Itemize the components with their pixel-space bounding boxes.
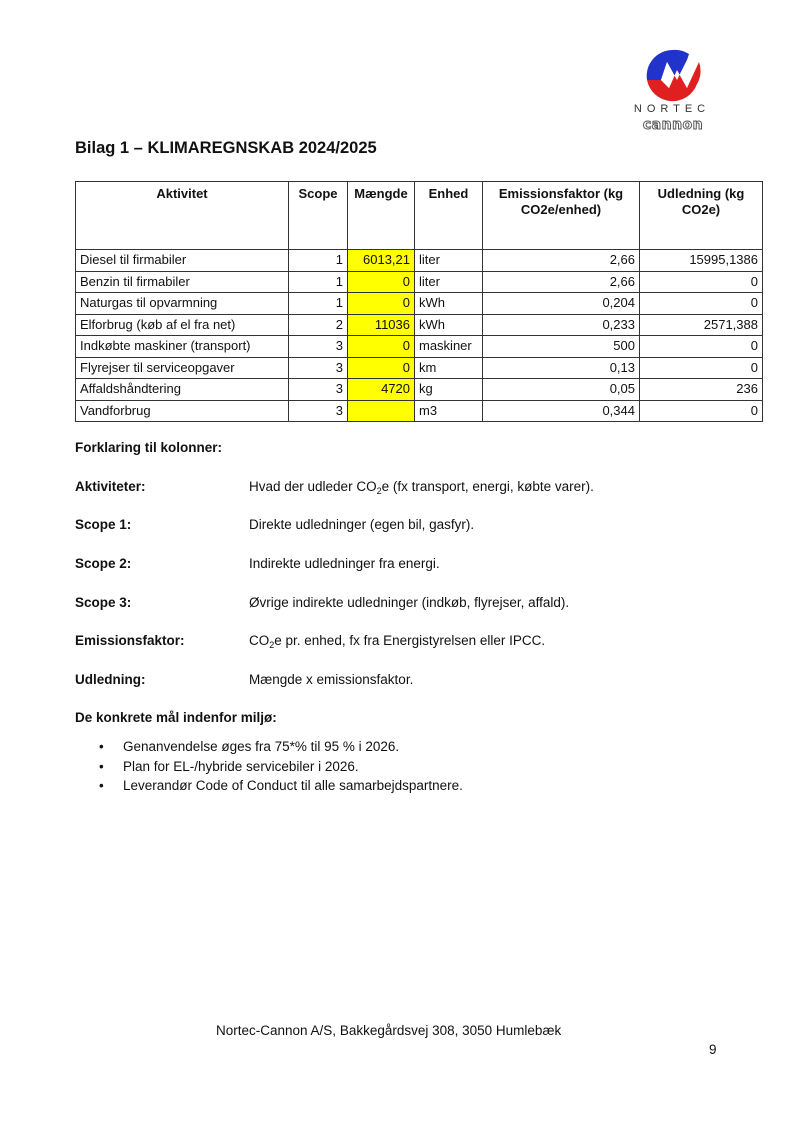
cell-scope: 3 [289,379,348,401]
legend-term: Emissionsfaktor: [75,633,185,648]
goal-item: • Genanvendelse øges fra 75*% til 95 % i 2026. [75,737,463,757]
cell-aktivitet: Flyrejser til serviceopgaver [76,357,289,379]
cell-scope: 3 [289,336,348,358]
legend-desc: Mængde x emissionsfaktor. [249,672,414,687]
table-row [76,357,763,379]
legend-desc: Indirekte udledninger fra energi. [249,556,440,571]
cell-maengde: 6013,21 [348,250,415,272]
cell-enhed: maskiner [415,336,483,358]
cell-udledning: 0 [640,293,763,315]
cell-enhed: kWh [415,314,483,336]
table-row [76,271,763,293]
cell-faktor: 0,05 [483,379,640,401]
cell-enhed: kWh [415,293,483,315]
cell-enhed: liter [415,250,483,272]
table-header-row [76,182,763,250]
legend-desc: Direkte udledninger (egen bil, gasfyr). [249,517,475,532]
cell-scope: 1 [289,271,348,293]
cell-udledning: 0 [640,400,763,422]
cell-udledning: 0 [640,357,763,379]
cell-udledning: 2571,388 [640,314,763,336]
company-logo [622,48,722,138]
climate-accounts-table [75,181,763,422]
cell-maengde: 0 [348,293,415,315]
goals-list [75,737,463,796]
cell-scope: 3 [289,400,348,422]
cell-maengde [348,400,415,422]
cell-aktivitet: Elforbrug (køb af el fra net) [76,314,289,336]
col-header-emissionsfaktor: Emissionsfaktor (kg CO2e/enhed) [483,182,640,250]
col-header-maengde: Mængde [348,182,415,250]
footer-address: Nortec-Cannon A/S, Bakkegårdsvej 308, 3050 Humlebæk [216,1023,562,1038]
cell-udledning: 0 [640,336,763,358]
legend-term: Aktiviteter: [75,479,146,494]
goals-heading: De konkrete mål indenfor miljø: [75,710,277,725]
cell-enhed: km [415,357,483,379]
cell-maengde: 0 [348,271,415,293]
col-header-udledning: Udledning (kg CO2e) [640,182,763,250]
cell-udledning: 236 [640,379,763,401]
table-row [76,314,763,336]
cell-faktor: 2,66 [483,250,640,272]
cell-udledning: 0 [640,271,763,293]
cell-scope: 2 [289,314,348,336]
nortec-cannon-logo-icon [637,48,707,102]
page-title: Bilag 1 – KLIMAREGNSKAB 2024/2025 [75,139,377,157]
cell-enhed: liter [415,271,483,293]
cell-aktivitet: Naturgas til opvarmning [76,293,289,315]
legend-desc: $CO_2e$ pr. enhed, fx fra Energistyrelsen eller IPCC. [249,633,546,650]
table-row [76,293,763,315]
col-header-scope: Scope [289,182,348,250]
cell-faktor: 500 [483,336,640,358]
cell-faktor: 2,66 [483,271,640,293]
cell-scope: 3 [289,357,348,379]
logo-nortec-text: NORTEC [633,103,711,115]
cell-faktor: 0,204 [483,293,640,315]
table-row [76,250,763,272]
cell-scope: 1 [289,250,348,272]
cell-udledning: 15995,1386 [640,250,763,272]
cell-aktivitet: Indkøbte maskiner (transport) [76,336,289,358]
cell-scope: 1 [289,293,348,315]
goal-item: • Plan for EL-/hybride servicebiler i 2026. [75,757,463,777]
legend-desc: Hvad der udleder $CO_2e$ (fx transport, energi, købte varer). [249,479,594,496]
legend-term: Udledning: [75,672,146,687]
cell-aktivitet: Affaldshåndtering [76,379,289,401]
table-row [76,400,763,422]
legend-term: Scope 1: [75,517,132,532]
legend-heading: Forklaring til kolonner: [75,440,223,455]
legend-term: Scope 3: [75,595,132,610]
cell-enhed: kg [415,379,483,401]
cell-faktor: 0,344 [483,400,640,422]
table-row [76,336,763,358]
legend-desc: Øvrige indirekte udledninger (indkøb, flyrejser, affald). [249,595,570,610]
goal-item: • Leverandør Code of Conduct til alle samarbejdspartnere. [75,776,463,796]
cell-aktivitet: Vandforbrug [76,400,289,422]
cell-faktor: 0,13 [483,357,640,379]
cell-maengde: 0 [348,357,415,379]
cell-maengde: 11036 [348,314,415,336]
col-header-enhed: Enhed [415,182,483,250]
cell-aktivitet: Benzin til firmabiler [76,271,289,293]
cell-faktor: 0,233 [483,314,640,336]
cell-maengde: 0 [348,336,415,358]
table-row [76,379,763,401]
page-number: 9 [709,1042,717,1057]
cell-maengde: 4720 [348,379,415,401]
legend-term: Scope 2: [75,556,132,571]
col-header-aktivitet: Aktivitet [76,182,289,250]
cell-aktivitet: Diesel til firmabiler [76,250,289,272]
cell-enhed: m3 [415,400,483,422]
logo-cannon-text: cannon [642,117,704,133]
